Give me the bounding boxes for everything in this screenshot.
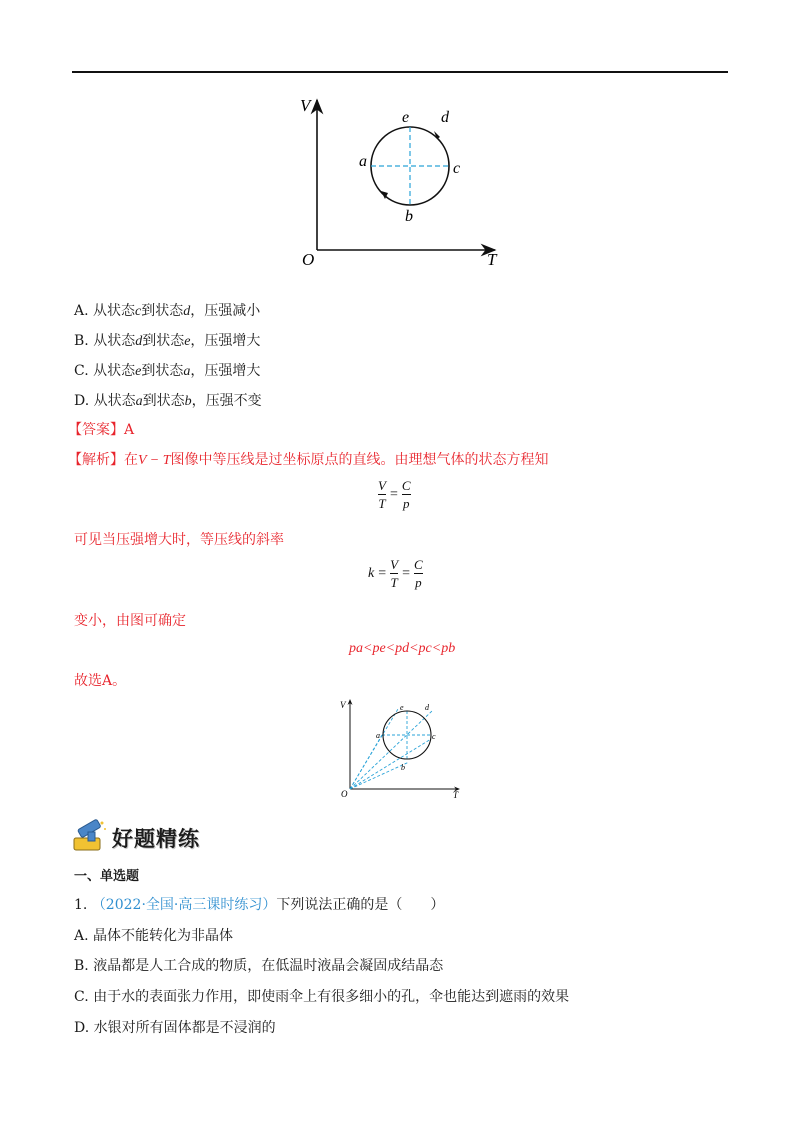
point-b: b — [405, 208, 413, 225]
section-title: 一、单选题 — [74, 869, 140, 884]
section-banner — [72, 818, 252, 856]
point-e: e — [402, 109, 410, 126]
point-e: e — [400, 703, 404, 712]
question-number: 1. — [74, 897, 88, 913]
header-rule — [72, 71, 728, 73]
option-a: A. 从状态c到状态d，压强减小 — [74, 303, 261, 319]
question-option-b: B. 液晶都是人工合成的物质，在低温时液晶会凝固成结晶态 — [74, 958, 444, 974]
option-c: C. 从状态e到状态a，压强增大 — [74, 363, 261, 379]
option-d: D. 从状态a到状态b，压强不变 — [74, 393, 262, 409]
answer-tag: 【答案】 — [68, 422, 124, 438]
point-c: c — [432, 732, 436, 741]
analysis-line-3: 变小，由图可确定 — [74, 613, 186, 629]
axis-label-t: T — [453, 790, 459, 800]
axis-label-v: V — [340, 700, 346, 710]
banner-title: 好题精练 — [112, 827, 200, 851]
vt-symbol: V − T — [138, 453, 171, 468]
origin-label: O — [341, 789, 348, 799]
analysis-tag: 【解析】 — [68, 452, 124, 468]
question-text: 下列说法正确的是（ ） — [276, 897, 445, 913]
analysis-line-2: 可见当压强增大时，等压线的斜率 — [74, 532, 284, 548]
option-b: B. 从状态d到状态e，压强增大 — [74, 333, 261, 349]
axis-label-v: V — [300, 96, 311, 115]
question-option-d: D. 水银对所有固体都是不浸润的 — [74, 1020, 276, 1036]
equation-1: $\frac{V}{T}$ = $\frac{C}{p}$ — [378, 478, 411, 511]
point-a: a — [359, 153, 367, 170]
vt-cycle-diagram — [290, 95, 510, 270]
answer-value: A — [124, 422, 135, 438]
point-a: a — [376, 731, 380, 740]
pressure-order: pa<pe<pd<pc<pb — [349, 641, 456, 656]
isobar-c — [350, 739, 431, 789]
point-c: c — [453, 160, 461, 177]
isobar-a — [350, 735, 382, 789]
point-d: d — [425, 703, 429, 712]
analysis-line-4: 故选A。 — [74, 673, 127, 689]
axis-label-t: T — [487, 250, 497, 269]
question-source: （2022·全国·高三课时练习） — [91, 897, 277, 913]
equation-2: k = $\frac{V}{T}$ = $\frac{C}{p}$ — [368, 557, 423, 590]
answer-line — [68, 421, 134, 439]
vt-isobar-diagram — [337, 697, 467, 802]
origin-label: O — [302, 250, 315, 269]
point-b: b — [401, 763, 405, 772]
question-stem — [74, 896, 444, 914]
question-option-c: C. 由于水的表面张力作用，即使雨伞上有很多细小的孔，伞也能达到遮雨的效果 — [74, 989, 570, 1005]
isobar-d — [350, 711, 432, 789]
point-d: d — [441, 109, 449, 126]
question-option-a: A. 晶体不能转化为非晶体 — [74, 928, 234, 944]
analysis-line-1: 【解析】在V − T图像中等压线是过坐标原点的直线。由理想气体的状态方程知 — [68, 452, 549, 468]
banner-icon — [72, 818, 108, 854]
